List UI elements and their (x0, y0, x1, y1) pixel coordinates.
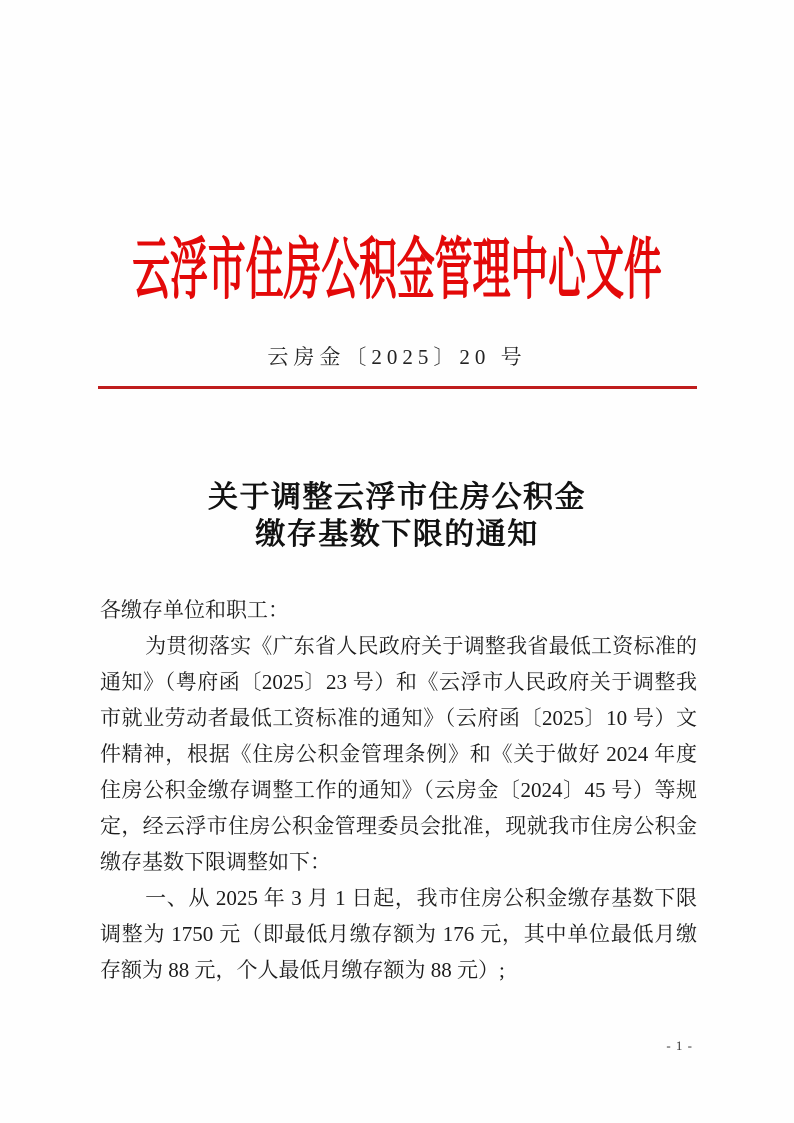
body-line: 通知》（粤府函〔2025〕23 号）和《云浮市人民政府关于调整我 (100, 670, 697, 694)
document-number: 云房金〔2025〕20 号 (267, 345, 527, 369)
page-number: - 1 - (666, 1038, 693, 1053)
letterhead (0, 224, 794, 308)
body-line: 缴存基数下限调整如下： (100, 850, 331, 874)
notice-title-line-2: 缴存基数下限的通知 (255, 518, 539, 551)
notice-title (0, 479, 794, 553)
body-line: 定，经云浮市住房公积金管理委员会批准，现就我市住房公积金 (100, 814, 697, 838)
red-separator-line (98, 386, 697, 389)
body-line: 件精神，根据《住房公积金管理条例》和《关于做好 2024 年度 (100, 742, 697, 766)
body-line: 存额为 88 元，个人最低月缴存额为 88 元）; (100, 958, 505, 982)
notice-title-line-1: 关于调整云浮市住房公积金 (208, 481, 586, 514)
salutation: 各缴存单位和职工： (100, 598, 289, 622)
body-line: 一、从 2025 年 3 月 1 日起，我市住房公积金缴存基数下限 (145, 886, 697, 910)
body-line: 市就业劳动者最低工资标准的通知》（云府函〔2025〕10 号）文 (100, 706, 697, 730)
body-line: 为贯彻落实《广东省人民政府关于调整我省最低工资标准的 (145, 634, 697, 658)
notice-body (100, 592, 697, 988)
body-line: 调整为 1750 元（即最低月缴存额为 176 元，其中单位最低月缴 (100, 922, 697, 946)
letterhead-title: 云浮市住房公积金管理中心文件 (132, 233, 662, 308)
body-line: 住房公积金缴存调整工作的通知》（云房金〔2024〕45 号）等规 (100, 778, 697, 802)
